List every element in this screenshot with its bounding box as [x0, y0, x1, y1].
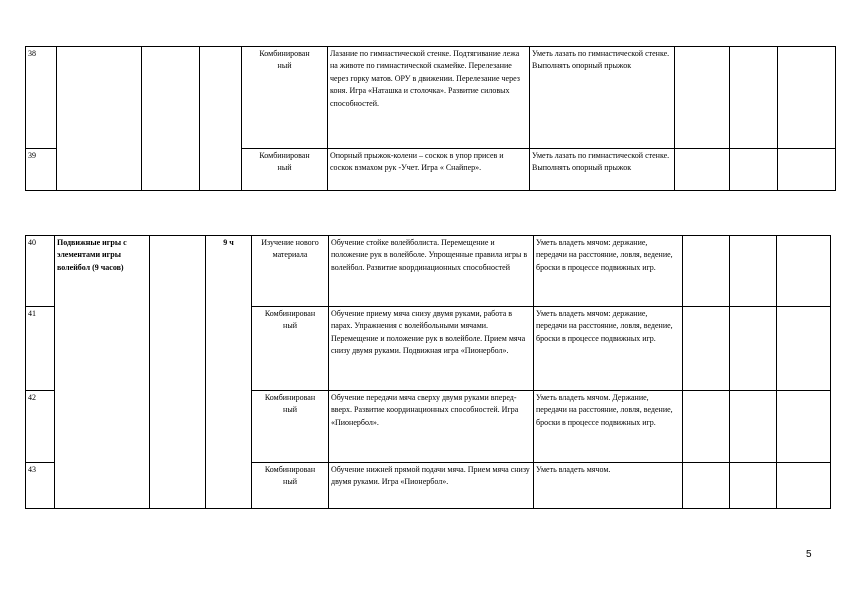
- lesson-plan-table-top: [25, 46, 836, 191]
- empty-cell: [730, 149, 778, 191]
- lesson-requirements: Уметь лазать по гимнастической стенке. Выполнять опорный прыжок: [530, 47, 675, 149]
- lesson-type: Комбинирован ный: [252, 391, 329, 463]
- empty-cell: [730, 307, 777, 391]
- empty-cell: [150, 236, 206, 509]
- section-hours: 9 ч: [206, 236, 252, 509]
- lesson-content: Лазание по гимнастической стенке. Подтягивание лежа на животе по гимнастической скамейке. Перелезание через горку матов. ОРУ в движении. Перелезание через коня. Игра «Наташка и столочка». Развитие силовых способностей.: [328, 47, 530, 149]
- empty-cell: [675, 149, 730, 191]
- empty-cell: [730, 236, 777, 307]
- lesson-type: Изучение нового материала: [252, 236, 329, 307]
- lesson-content: Обучение нижней прямой подачи мяча. Прием мяча снизу двумя руками. Игра «Пионербол».: [329, 463, 534, 509]
- lesson-type: Комбинирован ный: [252, 463, 329, 509]
- lesson-content: Обучение стойке волейболиста. Перемещение и положение рук в волейболе. Упрощенные правила игры в волейбол. Развитие координационных способностей: [329, 236, 534, 307]
- lesson-requirements: Уметь владеть мячом: держание, передачи на расстояние, ловля, ведение, броски в процессе подвижных игр.: [534, 236, 683, 307]
- empty-cell: [730, 47, 778, 149]
- lesson-number: 43: [26, 463, 55, 509]
- empty-cell: [778, 47, 836, 149]
- lesson-content: Обучение передачи мяча сверху двумя руками вперед-вверх. Развитие координационных способностей. Игра «Пионербол».: [329, 391, 534, 463]
- lesson-number: 40: [26, 236, 55, 307]
- empty-cell: [777, 391, 831, 463]
- lesson-content: Опорный прыжок-колени – соскок в упор присев и соскок взмахом рук -Учет. Игра « Снайпер».: [328, 149, 530, 191]
- empty-cell: [777, 236, 831, 307]
- lesson-plan-table-bottom: [25, 235, 831, 509]
- empty-cell: [777, 307, 831, 391]
- lesson-number: 39: [26, 149, 57, 191]
- lesson-number: 42: [26, 391, 55, 463]
- hours-cell: [200, 47, 242, 191]
- empty-cell: [683, 463, 730, 509]
- empty-cell: [730, 391, 777, 463]
- lesson-type: Комбинирован ный: [252, 307, 329, 391]
- lesson-number: 38: [26, 47, 57, 149]
- empty-cell: [777, 463, 831, 509]
- lesson-requirements: Уметь владеть мячом: держание, передачи на расстояние, ловля, ведение, броски в процессе подвижных игр.: [534, 307, 683, 391]
- section-title: Подвижные игры с элементами игры волейбол (9 часов): [55, 236, 150, 509]
- table-row: [26, 236, 831, 307]
- lesson-requirements: Уметь лазать по гимнастической стенке. Выполнять опорный прыжок: [530, 149, 675, 191]
- lesson-number: 41: [26, 307, 55, 391]
- lesson-type: Комбинирован ный: [242, 47, 328, 149]
- empty-cell: [778, 149, 836, 191]
- section-cell: [57, 47, 142, 191]
- table-row: [26, 47, 836, 149]
- page-number: 5: [806, 549, 812, 560]
- lesson-content: Обучение приему мяча снизу двумя руками, работа в парах. Упражнения с волейбольными мячами. Перемещение и положение рук в волейболе. Прием мяча снизу двумя руками. Подвижная игра «Пионербол».: [329, 307, 534, 391]
- empty-cell: [730, 463, 777, 509]
- empty-cell: [683, 236, 730, 307]
- empty-cell: [683, 307, 730, 391]
- lesson-type: Комбинирован ный: [242, 149, 328, 191]
- lesson-requirements: Уметь владеть мячом.: [534, 463, 683, 509]
- empty-cell: [675, 47, 730, 149]
- empty-cell: [142, 47, 200, 191]
- empty-cell: [683, 391, 730, 463]
- lesson-requirements: Уметь владеть мячом. Держание, передачи на расстояние, ловля, ведение, броски в процессе подвижных игр.: [534, 391, 683, 463]
